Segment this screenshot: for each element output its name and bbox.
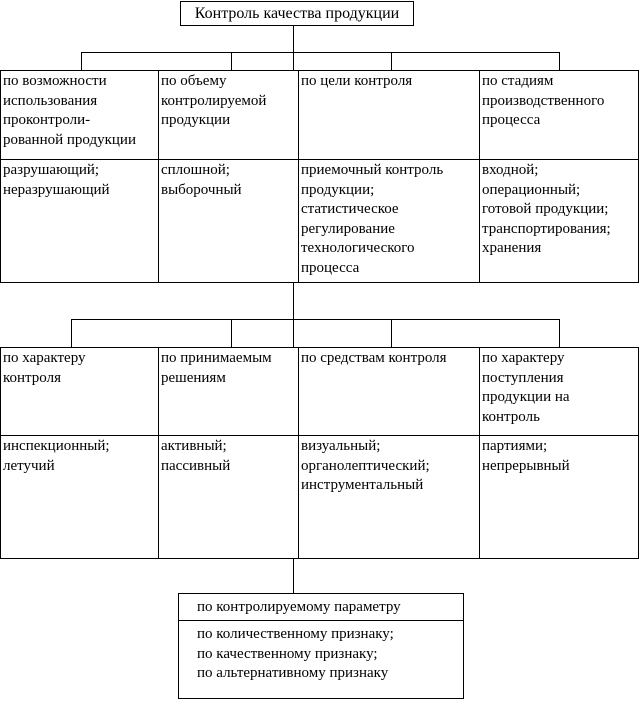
group2-header-character: по характеру контроля bbox=[3, 350, 86, 386]
group2-header-decisions: по принимаемым решениям bbox=[161, 350, 272, 386]
group2-items-arrival: партиями; непрерывный bbox=[482, 438, 570, 474]
group2-header-means: по средствам контроля bbox=[301, 350, 447, 366]
parameter-header: по контролируемому параметру bbox=[179, 594, 463, 621]
group2-items-means: визуальный; органолептический; инструментальный bbox=[301, 438, 430, 493]
group2-items-decisions: активный; пассивный bbox=[161, 438, 231, 474]
group1-header-volume: по объему контролируемой продукции bbox=[161, 73, 267, 128]
group1-header-usability: по возможности использования проконтроли- рованной продукции bbox=[3, 73, 136, 148]
group1-items-volume: сплошной; выборочный bbox=[161, 162, 242, 198]
group1-items-stages: входной; операционный; готовой продукции; транспортирования; хранения bbox=[482, 162, 611, 256]
group2-header-arrival: по характеру поступления продукции на контроль bbox=[482, 350, 570, 425]
diagram-title: Контроль качества продукции bbox=[180, 1, 414, 26]
parameter-box bbox=[178, 593, 464, 699]
group2-items-character: инспекционный; летучий bbox=[3, 438, 110, 474]
group1-header-purpose: по цели контроля bbox=[301, 73, 413, 89]
group1-header-stages: по стадиям производственного процесса bbox=[482, 73, 605, 128]
parameter-items: по количественному признаку; по качественному признаку; по альтернативному признаку bbox=[197, 626, 394, 681]
group1-items-usability: разрушающий; неразрушающий bbox=[3, 162, 110, 198]
group1-items-purpose: приемочный контроль продукции; статистическое регулирование технологического процесса bbox=[301, 162, 444, 276]
